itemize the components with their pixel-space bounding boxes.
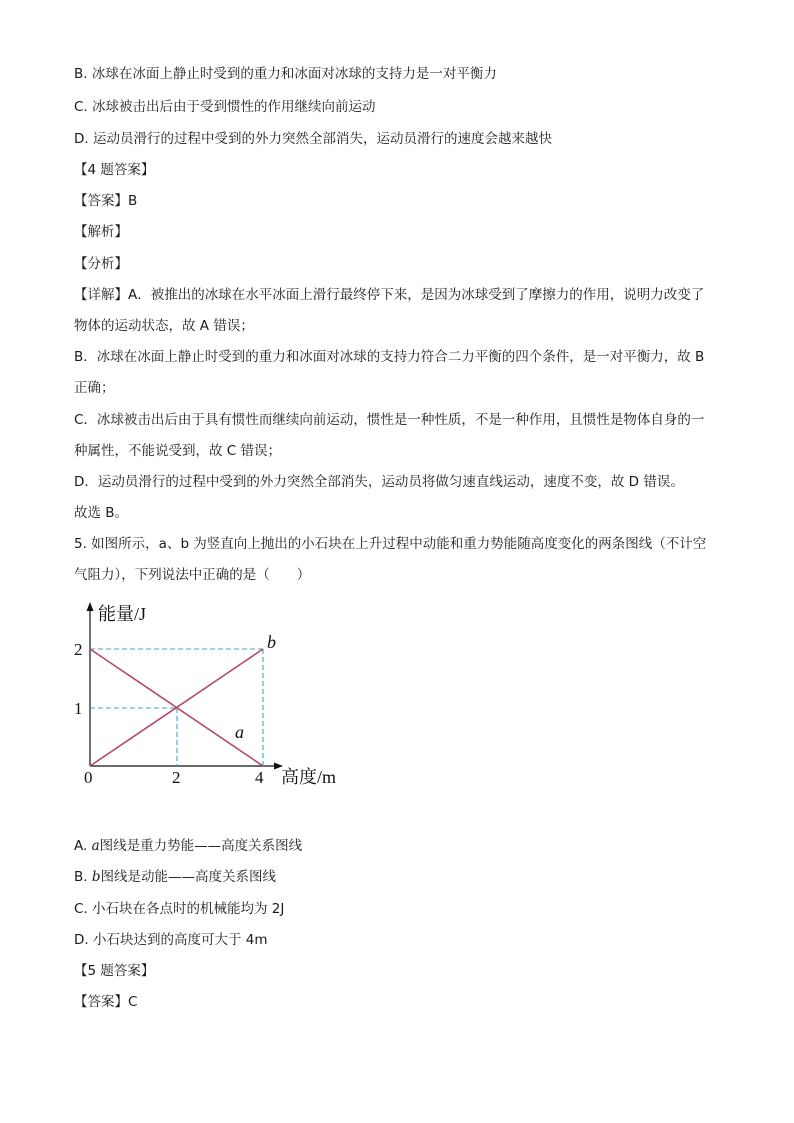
origin-label: 0 [84,768,93,787]
q5-option-d: D. 小石块达到的高度可大于 4m [74,932,268,948]
y-axis-label: 能量/J [98,604,147,624]
q5-option-a-letter: a [91,838,100,854]
x-tick-2: 2 [172,768,181,787]
q4-option-c: C. 冰球被击出后由于受到惯性的作用继续向前运动 [74,99,376,115]
q4-conclusion: 故选 B。 [74,505,129,521]
y-tick-1: 1 [74,699,83,718]
y-axis-arrow-icon [87,602,94,611]
q4-option-d: D. 运动员滑行的过程中受到的外力突然全部消失，运动员滑行的速度会越来越快 [74,131,552,147]
q5-answer: 【答案】C [74,994,138,1010]
x-axis-label: 高度/m [281,767,337,787]
q4-detail-line-1: 【详解】A．被推出的冰球在水平冰面上滑行最终停下来，是因为冰球受到了摩擦力的作用，说明力改变了 [74,287,705,303]
energy-height-graph [68,598,358,798]
q4-answer: 【答案】B [74,193,138,209]
y-tick-2: 2 [74,640,83,659]
q5-stem-line-2: 气阻力），下列说法中正确的是（ ） [74,567,311,583]
x-tick-4: 4 [255,768,264,787]
q4-detail-line-3: B．冰球在冰面上静止时受到的重力和冰面对冰球的支持力符合二力平衡的四个条件，是一对平衡力，故 B [74,349,705,365]
q5-option-a-prefix: A. [74,838,92,854]
q4-detail-line-2: 物体的运动状态，故 A 错误； [74,318,254,334]
line-b-label: b [267,632,276,652]
q5-option-b [74,867,724,887]
q4-fenxi-header: 【分析】 [74,256,128,272]
q5-option-a-text: 图线是重力势能——高度关系图线 [99,838,303,854]
q4-detail-line-5: C．冰球被击出后由于具有惯性而继续向前运动，惯性是一种性质，不是一种作用，且惯性是物体自身的一 [74,412,705,428]
q4-option-b: B. 冰球在冰面上静止时受到的重力和冰面对冰球的支持力是一对平衡力 [74,66,497,82]
q4-answer-header: 【4 题答案】 [74,162,155,178]
q5-stem-line-1: 5. 如图所示，a、b 为竖直向上抛出的小石块在上升过程中动能和重力势能随高度变化的两条图线（不计空 [74,536,707,552]
q5-option-b-text: 图线是动能——高度关系图线 [100,869,277,885]
q5-option-c: C. 小石块在各点时的机械能均为 2J [74,901,285,917]
q4-detail-line-6: 种属性，不能说受到，故 C 错误； [74,443,282,459]
q4-analysis-header: 【解析】 [74,224,128,240]
q5-option-b-letter: b [91,869,101,885]
q4-detail-line-4: 正确； [74,380,115,396]
line-a-label: a [235,722,244,742]
q5-option-a [74,836,724,856]
q5-option-b-prefix: B. [74,869,92,885]
q4-detail-line-7: D．运动员滑行的过程中受到的外力突然全部消失，运动员将做匀速直线运动，速度不变，故 D 错误。 [74,474,684,490]
q5-answer-header: 【5 题答案】 [74,963,155,979]
